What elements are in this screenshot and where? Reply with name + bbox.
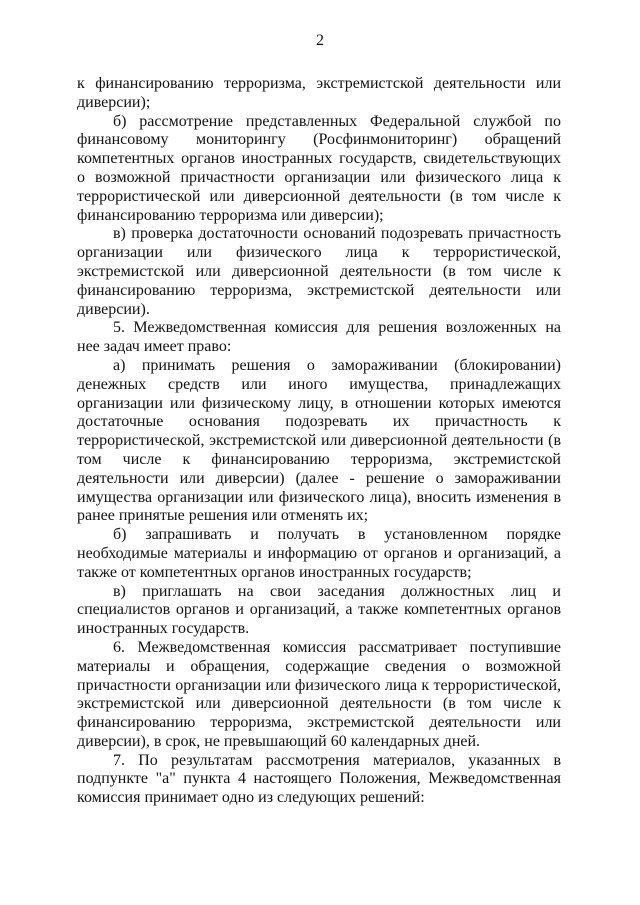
- paragraph-item-a-decisions: а) принимать решения о замораживании (блокировании) денежных средств или иного имущества, принадлежащих организации или физическому лицу, в отношении которых имеются достаточные основания подозревать их причастность к террористической, экстремистской или диверсионной деятельности (в том числе к финансированию терроризма, экстремистской деятельности или диверсии) (далее - решение о замораживании имущества организации или физического лица), вносить изменения в ранее принятые решения или отменять их;: [77, 356, 561, 525]
- paragraph-section-7: 7. По результатам рассмотрения материалов, указанных в подпункте "а" пункта 4 настоящего Положения, Межведомственная комиссия принимает одно из следующих решений:: [77, 751, 561, 807]
- document-body: [77, 75, 561, 808]
- paragraph-section-6: 6. Межведомственная комиссия рассматривает поступившие материалы и обращения, содержащие сведения о возможной причастности организации или физического лица к террористической, экстремистской или диверсионной деятельности (в том числе к финансированию терроризма, экстремистской деятельности или диверсии), в срок, не превышающий 60 календарных дней.: [77, 638, 561, 750]
- paragraph-item-b-request: б) запрашивать и получать в установленном порядке необходимые материалы и информацию от органов и организаций, а также от компетентных органов иностранных государств;: [77, 526, 561, 581]
- page-number: 2: [316, 32, 324, 49]
- paragraph-continuation: к финансированию терроризма, экстремистской деятельности или диверсии);: [77, 75, 561, 111]
- paragraph-item-b-review: б) рассмотрение представленных Федеральной службой по финансовому мониторингу (Росфинмониторинг) обращений компетентных органов иностранных государств, свидетельствующих о возможной причастности организации или физического лица к террористической или диверсионной деятельности (в том числе к финансированию терроризма или диверсии);: [77, 112, 561, 224]
- paragraph-item-v-verification: в) проверка достаточности оснований подозревать причастность организации или физического лица к террористической, экстремистской или диверсионной деятельности (в том числе к финансированию терроризма, экстремистской деятельности или диверсии).: [77, 225, 561, 318]
- paragraph-section-5: 5. Межведомственная комиссия для решения возложенных на нее задач имеет право:: [77, 319, 561, 356]
- paragraph-item-v-invite: в) приглашать на свои заседания должностных лиц и специалистов органов и организаций, а также компетентных органов иностранных государств.: [77, 582, 561, 638]
